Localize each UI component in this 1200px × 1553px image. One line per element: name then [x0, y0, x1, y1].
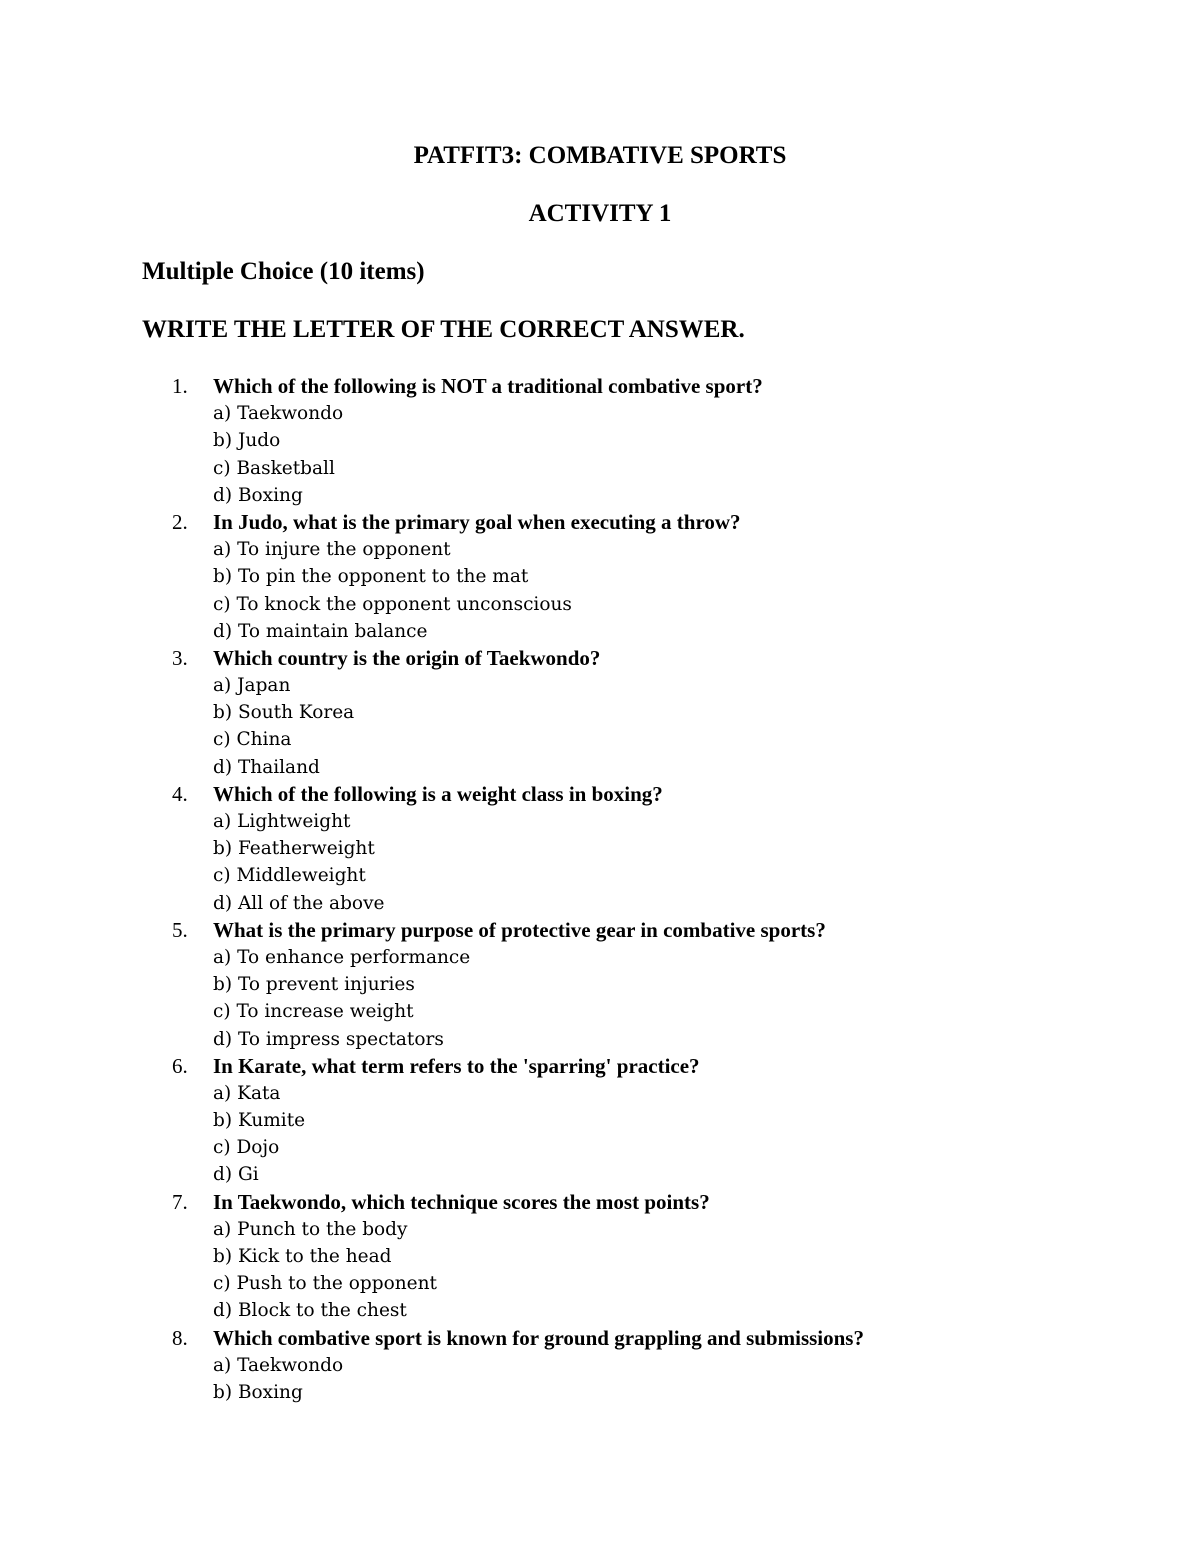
question-number: 7. — [172, 1189, 188, 1214]
answer-option: a) To injure the opponent — [213, 539, 451, 561]
answer-option: a) Taekwondo — [213, 1354, 344, 1376]
question-item — [0, 917, 1200, 1053]
answer-option: b) Boxing — [213, 1381, 303, 1403]
question-item — [0, 1189, 1200, 1325]
answer-option: a) Japan — [213, 675, 291, 697]
question-row — [0, 781, 1200, 808]
question-row — [0, 917, 1200, 944]
answer-option: d) To impress spectators — [213, 1028, 444, 1050]
question-number: 6. — [172, 1053, 188, 1078]
option-list — [0, 400, 1200, 509]
answer-option: a) Kata — [213, 1082, 281, 1104]
question-text: What is the primary purpose of protective gear in combative sports? — [213, 917, 826, 942]
answer-option: b) To pin the opponent to the mat — [213, 566, 529, 588]
question-number: 1. — [172, 374, 188, 398]
answer-option: b) To prevent injuries — [213, 974, 415, 996]
question-item — [0, 1325, 1200, 1407]
question-item — [0, 781, 1200, 917]
question-text: Which combative sport is known for ground grappling and submissions? — [213, 1325, 864, 1350]
question-text: Which country is the origin of Taekwondo? — [213, 645, 601, 670]
question-number: 4. — [172, 781, 188, 806]
answer-option: b) Kick to the head — [213, 1246, 392, 1267]
answer-option: c) Middleweight — [213, 865, 366, 887]
question-row — [0, 1189, 1200, 1216]
answer-option: d) To maintain balance — [213, 620, 428, 642]
answer-option: b) Judo — [213, 430, 281, 452]
answer-option: d) Block to the chest — [213, 1300, 407, 1322]
answer-option: c) Basketball — [213, 457, 335, 479]
answer-option: c) To increase weight — [213, 1001, 414, 1023]
answer-option: b) Kumite — [213, 1110, 306, 1132]
question-text: In Taekwondo, which technique scores the most points? — [213, 1189, 710, 1214]
answer-option: a) Lightweight — [213, 811, 351, 832]
question-item — [0, 373, 1200, 509]
answer-option: d) Boxing — [213, 484, 303, 506]
question-item — [0, 509, 1200, 645]
instruction-heading: WRITE THE LETTER OF THE CORRECT ANSWER. — [142, 316, 745, 343]
question-row — [0, 645, 1200, 672]
question-row — [0, 1053, 1200, 1080]
question-text: Which of the following is a weight class in boxing? — [213, 781, 663, 806]
answer-option: a) Punch to the body — [213, 1218, 408, 1240]
answer-option: a) Taekwondo — [213, 403, 344, 425]
answer-option: c) Push to the opponent — [213, 1273, 437, 1295]
answer-option: c) Dojo — [213, 1137, 280, 1159]
question-text: Which of the following is NOT a traditional combative sport? — [213, 374, 763, 398]
question-row — [0, 1325, 1200, 1352]
answer-option: d) Thailand — [213, 756, 320, 778]
document-title: PATFIT3: COMBATIVE SPORTS — [413, 142, 787, 169]
option-list — [0, 672, 1200, 781]
question-row — [0, 373, 1200, 400]
activity-title: ACTIVITY 1 — [528, 200, 672, 227]
answer-option: a) To enhance performance — [213, 946, 471, 968]
answer-option: c) China — [213, 729, 292, 751]
option-list — [0, 1216, 1200, 1325]
question-number: 5. — [172, 917, 188, 942]
answer-option: c) To knock the opponent unconscious — [213, 593, 572, 615]
question-number: 8. — [172, 1325, 188, 1350]
option-list — [0, 536, 1200, 645]
answer-option: b) South Korea — [213, 702, 355, 724]
question-row — [0, 509, 1200, 536]
option-list — [0, 944, 1200, 1053]
section-heading: Multiple Choice (10 items) — [142, 258, 425, 285]
question-text: In Judo, what is the primary goal when executing a throw? — [213, 509, 741, 534]
option-list — [0, 1352, 1200, 1406]
question-list — [0, 373, 1200, 1406]
answer-option: d) Gi — [213, 1164, 259, 1186]
question-number: 2. — [172, 509, 188, 534]
question-number: 3. — [172, 645, 188, 670]
answer-option: d) All of the above — [213, 892, 385, 914]
option-list — [0, 1080, 1200, 1189]
question-text: In Karate, what term refers to the 'sparring' practice? — [213, 1053, 700, 1078]
option-list — [0, 808, 1200, 917]
question-item — [0, 1053, 1200, 1189]
answer-option: b) Featherweight — [213, 838, 375, 860]
question-item — [0, 645, 1200, 781]
